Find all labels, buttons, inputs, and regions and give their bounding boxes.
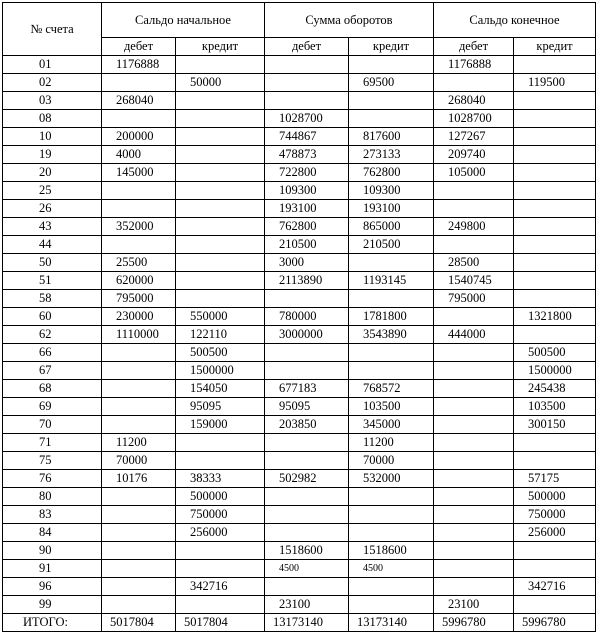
turnover-debit-cell [265, 524, 349, 542]
closing-debit-cell: 1540745 [434, 272, 514, 290]
closing-credit-cell: 57175 [514, 470, 596, 488]
turnover-debit-cell: 762800 [265, 218, 349, 236]
opening-credit-cell [176, 128, 265, 146]
closing-debit-cell [434, 434, 514, 452]
opening-credit-cell [176, 182, 265, 200]
opening-credit-cell [176, 596, 265, 614]
closing-credit-cell: 500500 [514, 344, 596, 362]
turnover-credit-cell: 70000 [349, 452, 434, 470]
account-number-cell: 08 [3, 110, 102, 128]
closing-debit-cell [434, 452, 514, 470]
table-row [3, 434, 596, 452]
closing-credit-header: кредит [514, 38, 596, 56]
opening-debit-cell [102, 578, 176, 596]
opening-debit-cell [102, 200, 176, 218]
turnover-credit-cell: 532000 [349, 470, 434, 488]
closing-credit-cell [514, 542, 596, 560]
turnover-debit-cell: 203850 [265, 416, 349, 434]
turnover-debit-cell [265, 488, 349, 506]
account-number-cell: 67 [3, 362, 102, 380]
turnover-credit-cell: 865000 [349, 218, 434, 236]
table-row [3, 578, 596, 596]
account-number-cell: 60 [3, 308, 102, 326]
turnover-credit-cell: 3543890 [349, 326, 434, 344]
closing-credit-cell [514, 164, 596, 182]
opening-credit-cell [176, 272, 265, 290]
closing-credit-cell [514, 434, 596, 452]
table-row [3, 416, 596, 434]
opening-debit-cell: 10176 [102, 470, 176, 488]
turnover-credit-cell: 768572 [349, 380, 434, 398]
closing-debit-cell: 1028700 [434, 110, 514, 128]
account-number-cell: 19 [3, 146, 102, 164]
turnover-header: Сумма оборотов [265, 3, 434, 38]
opening-debit-cell: 11200 [102, 434, 176, 452]
turnover-credit-cell: 11200 [349, 434, 434, 452]
turnover-debit-cell [265, 362, 349, 380]
opening-credit-cell [176, 200, 265, 218]
closing-debit-cell [434, 398, 514, 416]
opening-debit-cell: 620000 [102, 272, 176, 290]
opening-debit-cell: 795000 [102, 290, 176, 308]
table-row [3, 182, 596, 200]
opening-debit-cell: 4000 [102, 146, 176, 164]
turnover-debit-cell: 193100 [265, 200, 349, 218]
turnover-debit-cell: 677183 [265, 380, 349, 398]
closing-debit-cell: 444000 [434, 326, 514, 344]
turnover-credit-cell: 817600 [349, 128, 434, 146]
turnover-debit-cell: 502982 [265, 470, 349, 488]
turnover-credit-cell [349, 254, 434, 272]
account-number-cell: 25 [3, 182, 102, 200]
closing-debit-cell [434, 236, 514, 254]
closing-credit-cell [514, 254, 596, 272]
turnover-debit-cell [265, 506, 349, 524]
table-row [3, 326, 596, 344]
total-label: ИТОГО: [3, 614, 102, 632]
account-number-cell: 43 [3, 218, 102, 236]
turnover-debit-cell: 780000 [265, 308, 349, 326]
closing-credit-cell [514, 128, 596, 146]
table-row [3, 560, 596, 578]
closing-debit-cell [434, 308, 514, 326]
table-row [3, 524, 596, 542]
closing-debit-cell: 28500 [434, 254, 514, 272]
opening-debit-cell: 25500 [102, 254, 176, 272]
total-cell: 5017804 [176, 614, 265, 632]
account-number-cell: 96 [3, 578, 102, 596]
opening-debit-cell [102, 506, 176, 524]
opening-debit-cell: 1110000 [102, 326, 176, 344]
turnover-credit-cell [349, 488, 434, 506]
opening-credit-cell [176, 146, 265, 164]
turnover-credit-cell: 210500 [349, 236, 434, 254]
account-number-cell: 26 [3, 200, 102, 218]
turnover-credit-cell: 762800 [349, 164, 434, 182]
opening-credit-cell [176, 92, 265, 110]
table-row [3, 344, 596, 362]
closing-credit-cell [514, 110, 596, 128]
closing-debit-cell [434, 542, 514, 560]
opening-credit-cell [176, 236, 265, 254]
opening-credit-cell: 750000 [176, 506, 265, 524]
account-number-cell: 50 [3, 254, 102, 272]
account-number-cell: 10 [3, 128, 102, 146]
turnover-debit-cell [265, 344, 349, 362]
turnover-debit-cell [265, 74, 349, 92]
turnover-credit-cell: 69500 [349, 74, 434, 92]
closing-debit-cell [434, 524, 514, 542]
turnover-debit-cell: 3000 [265, 254, 349, 272]
closing-debit-cell [434, 74, 514, 92]
total-cell: 5017804 [102, 614, 176, 632]
account-number-cell: 44 [3, 236, 102, 254]
turnover-credit-cell [349, 524, 434, 542]
turnover-debit-cell: 1518600 [265, 542, 349, 560]
closing-credit-cell [514, 218, 596, 236]
opening-credit-cell: 550000 [176, 308, 265, 326]
opening-credit-cell [176, 290, 265, 308]
opening-credit-cell [176, 56, 265, 74]
closing-credit-cell: 119500 [514, 74, 596, 92]
account-number-cell: 01 [3, 56, 102, 74]
account-number-cell: 69 [3, 398, 102, 416]
account-number-cell: 70 [3, 416, 102, 434]
total-row [3, 614, 596, 632]
opening-credit-cell: 342716 [176, 578, 265, 596]
closing-credit-cell: 500000 [514, 488, 596, 506]
turnover-credit-cell: 103500 [349, 398, 434, 416]
table-row [3, 218, 596, 236]
turnover-credit-cell: 193100 [349, 200, 434, 218]
opening-credit-cell [176, 164, 265, 182]
table-row [3, 254, 596, 272]
opening-debit-cell [102, 236, 176, 254]
opening-credit-cell: 500000 [176, 488, 265, 506]
account-number-cell: 02 [3, 74, 102, 92]
turnover-debit-cell [265, 578, 349, 596]
turnover-debit-cell [265, 452, 349, 470]
table-row [3, 146, 596, 164]
table-footer [3, 614, 596, 632]
account-number-cell: 03 [3, 92, 102, 110]
closing-debit-cell [434, 416, 514, 434]
opening-credit-cell: 159000 [176, 416, 265, 434]
table-row [3, 596, 596, 614]
account-number-cell: 84 [3, 524, 102, 542]
closing-debit-cell [434, 362, 514, 380]
opening-balance-header: Сальдо начальное [102, 3, 265, 38]
opening-credit-cell: 122110 [176, 326, 265, 344]
opening-debit-cell [102, 344, 176, 362]
opening-credit-cell [176, 452, 265, 470]
turnover-credit-cell [349, 362, 434, 380]
turnover-debit-cell [265, 92, 349, 110]
closing-debit-cell: 23100 [434, 596, 514, 614]
turnover-debit-header: дебет [265, 38, 349, 56]
turnover-credit-cell [349, 110, 434, 128]
account-number-cell: 99 [3, 596, 102, 614]
closing-debit-cell: 209740 [434, 146, 514, 164]
closing-debit-cell: 105000 [434, 164, 514, 182]
table-row [3, 506, 596, 524]
closing-credit-cell [514, 146, 596, 164]
total-cell: 13173140 [349, 614, 434, 632]
account-number-cell: 83 [3, 506, 102, 524]
closing-debit-cell [434, 488, 514, 506]
account-number-cell: 91 [3, 560, 102, 578]
table-row [3, 56, 596, 74]
closing-credit-cell [514, 272, 596, 290]
opening-debit-cell [102, 362, 176, 380]
opening-debit-cell: 268040 [102, 92, 176, 110]
table-row [3, 380, 596, 398]
table-row [3, 164, 596, 182]
opening-debit-cell: 70000 [102, 452, 176, 470]
closing-debit-cell [434, 182, 514, 200]
opening-credit-cell: 256000 [176, 524, 265, 542]
closing-credit-cell [514, 326, 596, 344]
turnover-debit-cell [265, 434, 349, 452]
opening-debit-cell [102, 110, 176, 128]
opening-credit-header: кредит [176, 38, 265, 56]
closing-credit-cell [514, 290, 596, 308]
table-row [3, 272, 596, 290]
table-body [3, 56, 596, 614]
closing-credit-cell [514, 56, 596, 74]
turnover-debit-cell: 23100 [265, 596, 349, 614]
opening-debit-cell [102, 380, 176, 398]
table-row [3, 92, 596, 110]
account-number-cell: 58 [3, 290, 102, 308]
closing-debit-cell: 795000 [434, 290, 514, 308]
closing-debit-header: дебет [434, 38, 514, 56]
turnover-credit-cell [349, 506, 434, 524]
account-number-cell: 51 [3, 272, 102, 290]
opening-debit-cell [102, 560, 176, 578]
opening-debit-cell [102, 416, 176, 434]
turnover-debit-cell: 4500 [265, 560, 349, 578]
table-row [3, 542, 596, 560]
closing-credit-cell [514, 200, 596, 218]
total-cell: 13173140 [265, 614, 349, 632]
opening-credit-cell: 38333 [176, 470, 265, 488]
turnover-debit-cell: 95095 [265, 398, 349, 416]
account-number-header: № счета [3, 3, 102, 56]
turnover-credit-cell [349, 56, 434, 74]
table-row [3, 398, 596, 416]
opening-credit-cell [176, 218, 265, 236]
opening-debit-cell: 230000 [102, 308, 176, 326]
closing-debit-cell: 249800 [434, 218, 514, 236]
table-row [3, 200, 596, 218]
turnover-credit-cell: 4500 [349, 560, 434, 578]
total-cell: 5996780 [514, 614, 596, 632]
opening-debit-cell: 200000 [102, 128, 176, 146]
account-number-cell: 80 [3, 488, 102, 506]
opening-debit-cell [102, 74, 176, 92]
turnover-credit-cell: 1193145 [349, 272, 434, 290]
turnover-credit-cell [349, 596, 434, 614]
opening-debit-cell [102, 542, 176, 560]
opening-credit-cell [176, 542, 265, 560]
opening-debit-cell [102, 398, 176, 416]
closing-debit-cell [434, 380, 514, 398]
opening-credit-cell: 154050 [176, 380, 265, 398]
opening-debit-cell: 1176888 [102, 56, 176, 74]
closing-credit-cell: 342716 [514, 578, 596, 596]
turnover-credit-cell: 273133 [349, 146, 434, 164]
turnover-debit-cell: 478873 [265, 146, 349, 164]
account-number-cell: 90 [3, 542, 102, 560]
closing-debit-cell [434, 578, 514, 596]
table-row [3, 290, 596, 308]
closing-credit-cell: 103500 [514, 398, 596, 416]
table-row [3, 236, 596, 254]
opening-debit-cell: 145000 [102, 164, 176, 182]
turnover-debit-cell [265, 290, 349, 308]
closing-credit-cell: 1321800 [514, 308, 596, 326]
account-number-cell: 71 [3, 434, 102, 452]
closing-credit-cell [514, 596, 596, 614]
table-row [3, 128, 596, 146]
opening-credit-cell: 50000 [176, 74, 265, 92]
opening-debit-cell [102, 524, 176, 542]
closing-debit-cell [434, 344, 514, 362]
opening-debit-cell [102, 596, 176, 614]
account-number-cell: 20 [3, 164, 102, 182]
account-number-cell: 62 [3, 326, 102, 344]
account-number-cell: 66 [3, 344, 102, 362]
closing-credit-cell [514, 560, 596, 578]
turnover-credit-cell [349, 578, 434, 596]
opening-debit-cell [102, 182, 176, 200]
closing-credit-cell: 1500000 [514, 362, 596, 380]
closing-debit-cell [434, 560, 514, 578]
turnover-credit-cell [349, 290, 434, 308]
closing-credit-cell: 750000 [514, 506, 596, 524]
table-header [3, 3, 596, 56]
closing-credit-cell [514, 452, 596, 470]
opening-debit-cell: 352000 [102, 218, 176, 236]
turnover-debit-cell: 109300 [265, 182, 349, 200]
closing-credit-cell [514, 92, 596, 110]
turnover-credit-cell [349, 92, 434, 110]
account-number-cell: 68 [3, 380, 102, 398]
closing-debit-cell: 268040 [434, 92, 514, 110]
turnover-debit-cell: 722800 [265, 164, 349, 182]
closing-debit-cell [434, 200, 514, 218]
opening-credit-cell [176, 110, 265, 128]
turnover-credit-cell: 345000 [349, 416, 434, 434]
turnover-credit-cell: 1518600 [349, 542, 434, 560]
turnover-debit-cell: 3000000 [265, 326, 349, 344]
opening-credit-cell: 500500 [176, 344, 265, 362]
opening-credit-cell [176, 560, 265, 578]
turnover-debit-cell: 1028700 [265, 110, 349, 128]
turnover-credit-header: кредит [349, 38, 434, 56]
table-row [3, 470, 596, 488]
opening-credit-cell [176, 434, 265, 452]
opening-credit-cell: 1500000 [176, 362, 265, 380]
closing-credit-cell: 300150 [514, 416, 596, 434]
closing-credit-cell [514, 182, 596, 200]
table-row [3, 362, 596, 380]
closing-credit-cell: 245438 [514, 380, 596, 398]
table-row [3, 110, 596, 128]
turnover-debit-cell: 210500 [265, 236, 349, 254]
account-number-cell: 76 [3, 470, 102, 488]
turnover-debit-cell [265, 56, 349, 74]
table-row [3, 308, 596, 326]
turnover-credit-cell: 1781800 [349, 308, 434, 326]
turnover-credit-cell [349, 344, 434, 362]
closing-debit-cell [434, 506, 514, 524]
account-number-cell: 75 [3, 452, 102, 470]
turnover-debit-cell: 744867 [265, 128, 349, 146]
closing-debit-cell: 127267 [434, 128, 514, 146]
table-row [3, 488, 596, 506]
balance-sheet-table [2, 2, 596, 632]
turnover-credit-cell: 109300 [349, 182, 434, 200]
table-row [3, 74, 596, 92]
closing-credit-cell: 256000 [514, 524, 596, 542]
closing-debit-cell [434, 470, 514, 488]
turnover-debit-cell: 2113890 [265, 272, 349, 290]
table-row [3, 452, 596, 470]
closing-balance-header: Сальдо конечное [434, 3, 596, 38]
opening-credit-cell: 95095 [176, 398, 265, 416]
closing-credit-cell [514, 236, 596, 254]
header-row-groups [3, 3, 596, 38]
opening-debit-cell [102, 488, 176, 506]
opening-credit-cell [176, 254, 265, 272]
closing-debit-cell: 1176888 [434, 56, 514, 74]
opening-debit-header: дебет [102, 38, 176, 56]
total-cell: 5996780 [434, 614, 514, 632]
